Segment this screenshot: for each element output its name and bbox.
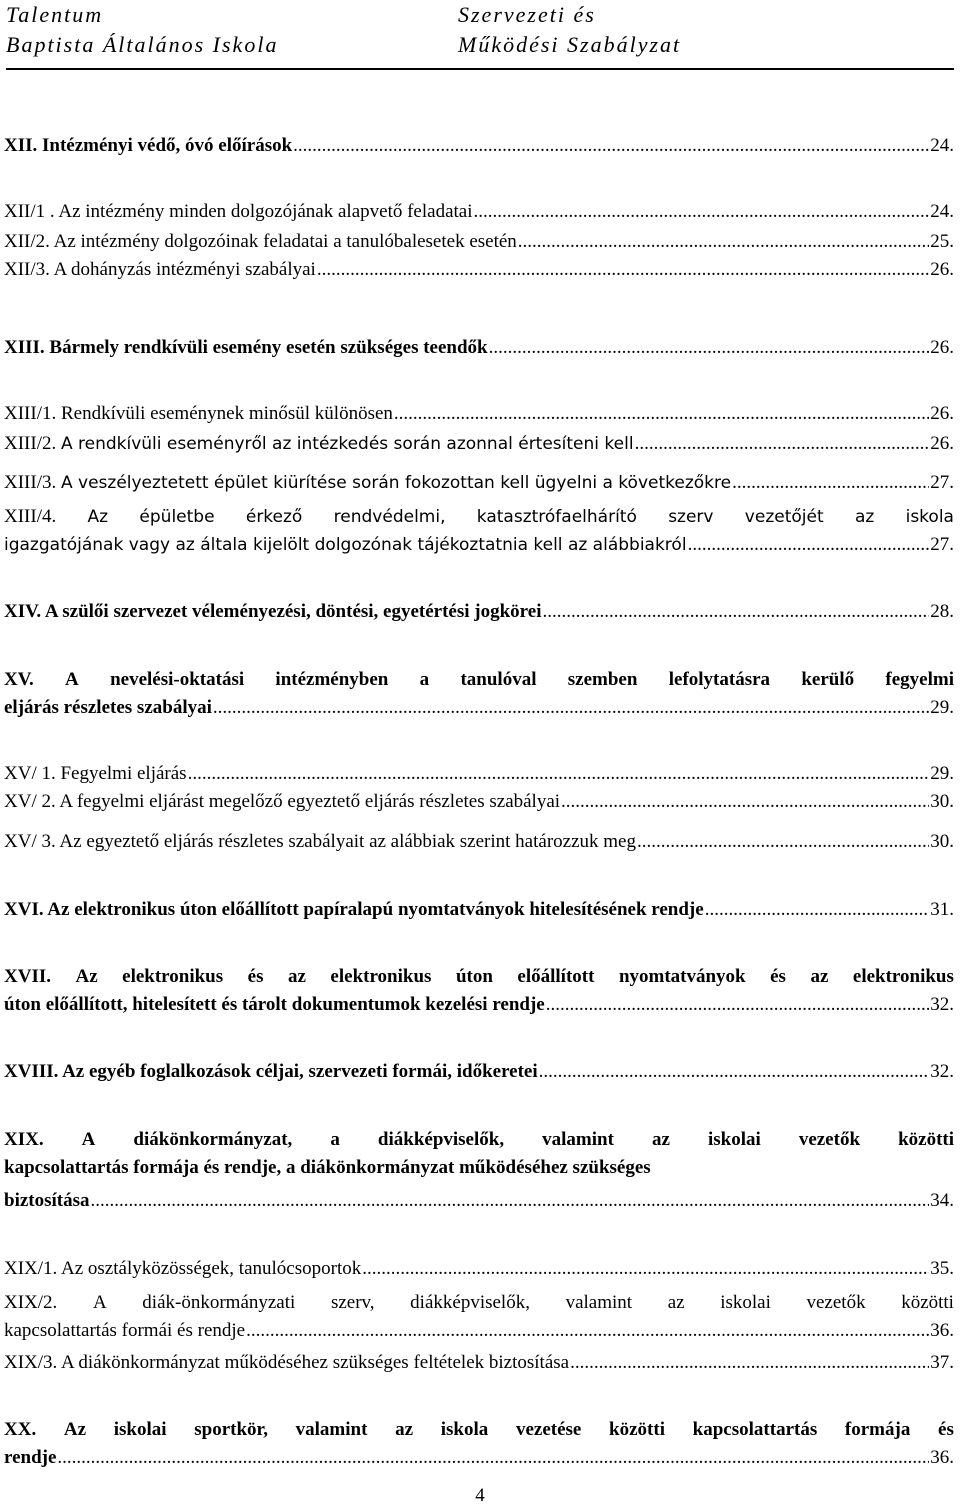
toc-word: úton xyxy=(455,966,493,987)
toc-word: kapcsolattartás xyxy=(692,1419,818,1440)
header-school-name-line2: Baptista Általános Iskola xyxy=(6,32,279,57)
toc-word: XIX/2. xyxy=(4,1292,58,1313)
toc-word: az xyxy=(810,966,829,987)
toc-entry-xix-line1[interactable] xyxy=(4,1126,954,1154)
toc-entry-xii-1[interactable] xyxy=(4,198,954,226)
toc-leader xyxy=(635,430,930,458)
toc-entry-title: XV/ 3. Az egyeztető eljárás részletes szabályait az alábbiak szerint határozzuk meg xyxy=(4,831,636,852)
toc-word: Az xyxy=(87,507,109,527)
toc-entry-xiii[interactable] xyxy=(4,334,954,362)
toc-leader xyxy=(518,228,929,256)
toc-entry-xii-2[interactable] xyxy=(4,228,954,256)
toc-leader xyxy=(570,1349,929,1377)
toc-leader xyxy=(57,1444,929,1472)
toc-word: vezetőjét xyxy=(744,507,824,527)
toc-page-number: 24. xyxy=(930,135,954,156)
header-doc-title-line2: Működési Szabályzat xyxy=(458,32,682,57)
toc-word: XIII/4. xyxy=(4,506,57,527)
toc-word: A xyxy=(92,1292,107,1313)
toc-word: valamint xyxy=(295,1419,368,1440)
toc-entry-xiii-2[interactable] xyxy=(4,430,954,458)
toc-entry-title: rendje xyxy=(4,1447,57,1468)
toc-page-number: 29. xyxy=(930,697,954,718)
toc-word: közötti xyxy=(901,1292,954,1313)
toc-word: érkező xyxy=(245,507,303,527)
toc-entry-xv-1[interactable] xyxy=(4,760,954,788)
toc-entry-number: XIII/2. xyxy=(4,433,57,454)
toc-leader xyxy=(546,991,930,1019)
toc-entry-xix-2-line1[interactable] xyxy=(4,1289,954,1317)
toc-leader xyxy=(293,132,929,160)
toc-word: XX. xyxy=(4,1419,37,1440)
toc-leader xyxy=(705,896,930,924)
toc-word: és xyxy=(247,966,264,987)
toc-entry-label: A rendkívüli eseményről az intézkedés során azonnal értesíteni kell xyxy=(60,434,634,454)
toc-page-number: 26. xyxy=(930,403,954,424)
toc-entry-xv-line1[interactable] xyxy=(4,666,954,694)
toc-word: iskolai xyxy=(113,1419,167,1440)
toc-entry-title: XIII. Bármely rendkívüli esemény esetén szükséges teendők xyxy=(4,337,488,358)
toc-word: és xyxy=(938,1419,954,1440)
toc-entry-title: XV/ 2. A fegyelmi eljárást megelőző egyeztető eljárás részletes szabályai xyxy=(4,791,561,812)
toc-entry-xvii-line2[interactable] xyxy=(4,991,954,1019)
toc-entry-xx-line1[interactable] xyxy=(4,1416,954,1444)
toc-page-number: 30. xyxy=(930,791,954,812)
toc-leader xyxy=(91,1187,930,1215)
toc-word: elektronikus xyxy=(852,966,954,987)
toc-word: kerülő xyxy=(801,669,855,690)
toc-word: valamint xyxy=(542,1129,614,1150)
toc-entry-title: XII/3. A dohányzás intézményi szabályai xyxy=(4,259,316,280)
toc-entry-xv-3[interactable] xyxy=(4,828,954,856)
toc-word: iskola xyxy=(905,507,954,527)
toc-entry-title: XII/2. Az intézmény dolgozóinak feladatai a tanulóbalesetek esetén xyxy=(4,231,517,252)
toc-page-number: 26. xyxy=(930,259,954,280)
toc-page-number: 36. xyxy=(930,1320,954,1341)
toc-word: lefolytatásra xyxy=(668,669,771,690)
toc-entry-title: kapcsolattartás formái és rendje xyxy=(4,1320,246,1341)
toc-word: XV. xyxy=(4,669,34,690)
toc-entry-xviii[interactable] xyxy=(4,1058,954,1086)
toc-entry-title xyxy=(4,430,634,458)
toc-leader xyxy=(489,334,930,362)
header-doc-title-line1: Szervezeti és xyxy=(458,2,596,27)
toc-word: elektronikus xyxy=(122,966,224,987)
page-number: 4 xyxy=(475,1485,485,1506)
toc-word: iskola xyxy=(440,1419,489,1440)
toc-word: a xyxy=(330,1129,340,1150)
toc-page-number: 34. xyxy=(930,1190,954,1211)
toc-word: az xyxy=(395,1419,414,1440)
toc-word: A xyxy=(81,1129,96,1150)
toc-page-number: 26. xyxy=(930,433,954,454)
toc-entry-label: A veszélyeztetett épület kiürítése során fokozottan kell ügyelni a következőkre xyxy=(60,473,732,493)
toc-leader xyxy=(474,198,930,226)
toc-word: a xyxy=(419,669,430,690)
toc-entry-xiii-1[interactable] xyxy=(4,400,954,428)
toc-word: diákképviselők, xyxy=(377,1129,505,1150)
toc-entry-number: XIII/3. xyxy=(4,472,57,493)
toc-entry-title: biztosítása xyxy=(4,1190,90,1211)
toc-word: az xyxy=(854,507,875,527)
toc-page-number: 35. xyxy=(930,1258,954,1279)
toc-word: Az xyxy=(63,1419,87,1440)
toc-word: fegyelmi xyxy=(885,669,954,690)
toc-word: az xyxy=(667,1292,685,1313)
toc-entry-xii[interactable] xyxy=(4,132,954,160)
toc-word: vezetők xyxy=(806,1292,866,1313)
toc-page-number: 24. xyxy=(930,201,954,222)
toc-entry-xix-line2[interactable]: kapcsolattartás formája és rendje, a diákönkormányzat működéséhez szükséges xyxy=(4,1157,651,1178)
toc-leader xyxy=(213,694,929,722)
toc-leader xyxy=(362,1255,929,1283)
toc-word: nevelési-oktatási xyxy=(110,669,245,690)
toc-entry-title: igazgatójának vagy az általa kijelölt dolgozónak tájékoztatnia kell az alábbiakról xyxy=(4,535,687,555)
toc-leader xyxy=(188,760,930,788)
toc-entry-xvii-line1[interactable] xyxy=(4,963,954,991)
toc-page-number: 37. xyxy=(930,1352,954,1373)
toc-entry-xix-1[interactable] xyxy=(4,1255,954,1283)
toc-entry-xiii-4-line1[interactable] xyxy=(4,503,954,531)
toc-word: formája xyxy=(844,1419,911,1440)
toc-entry-title: úton előállított, hitelesített és tárolt dokumentumok kezelési rendje xyxy=(4,994,545,1015)
toc-word: előállított xyxy=(517,966,595,987)
toc-entry-title: XII. Intézményi védő, óvó előírások xyxy=(4,135,293,156)
toc-leader xyxy=(561,788,929,816)
toc-word: tanulóval xyxy=(460,669,537,690)
toc-word: vezetők xyxy=(798,1129,861,1150)
toc-entry-title: XIII/1. Rendkívüli eseménynek minősül különösen xyxy=(4,403,393,424)
toc-word: nyomtatványok xyxy=(618,966,746,987)
toc-entry-xii-3[interactable] xyxy=(4,256,954,284)
toc-entry-xx-line2[interactable] xyxy=(4,1444,954,1472)
toc-word: elektronikus xyxy=(330,966,432,987)
toc-leader xyxy=(688,531,930,559)
toc-word: A xyxy=(65,669,79,690)
toc-leader xyxy=(542,598,929,626)
toc-word: XVII. xyxy=(4,966,51,987)
toc-entry-title: eljárás részletes szabályai xyxy=(4,697,212,718)
toc-page-number: 30. xyxy=(930,831,954,852)
toc-word: épületbe xyxy=(139,507,215,527)
toc-word: diákképviselők, xyxy=(410,1292,530,1313)
toc-entry-title: XVI. Az elektronikus úton előállított papíralapú nyomtatványok hitelesítésének rendje xyxy=(4,899,704,920)
toc-word: Az xyxy=(75,966,98,987)
toc-leader xyxy=(394,400,929,428)
toc-leader xyxy=(637,828,929,856)
toc-entry-xix-3[interactable] xyxy=(4,1349,954,1377)
toc-entry-xiii-3[interactable] xyxy=(4,469,954,497)
toc-word: katasztrófaelhárító xyxy=(476,507,637,527)
toc-word: az xyxy=(287,966,306,987)
toc-leader xyxy=(246,1317,929,1345)
header-school-name-line1: Talentum xyxy=(6,2,104,27)
toc-word: vezetése xyxy=(515,1419,582,1440)
toc-entry-title xyxy=(4,469,731,497)
toc-word: szerv, xyxy=(330,1292,375,1313)
toc-entry-title: XVIII. Az egyéb foglalkozások céljai, szervezeti formái, időkeretei xyxy=(4,1061,538,1082)
toc-entry-xv-line2[interactable] xyxy=(4,694,954,722)
toc-page-number: 31. xyxy=(930,899,954,920)
toc-page-number: 25. xyxy=(930,231,954,252)
toc-word: szerv xyxy=(668,507,714,527)
toc-word: iskolai xyxy=(720,1292,771,1313)
toc-page-number: 29. xyxy=(930,763,954,784)
toc-word: XIX. xyxy=(4,1129,44,1150)
toc-page-number: 32. xyxy=(930,994,954,1015)
toc-word: intézményben xyxy=(275,669,389,690)
toc-page-number: 27. xyxy=(930,472,954,493)
toc-entry-xix-line3[interactable] xyxy=(4,1187,954,1215)
toc-page-number: 36. xyxy=(930,1447,954,1468)
toc-word: szemben xyxy=(567,669,638,690)
toc-entry-xix-2-line2[interactable] xyxy=(4,1317,954,1345)
toc-word: iskolai xyxy=(707,1129,761,1150)
toc-entry-title: XIX/1. Az osztályközösségek, tanulócsoportok xyxy=(4,1258,362,1279)
toc-word: és xyxy=(770,966,786,987)
page-header xyxy=(6,0,954,70)
toc-word: közötti xyxy=(609,1419,665,1440)
toc-entry-xiv[interactable] xyxy=(4,598,954,626)
toc-entry-title: XV/ 1. Fegyelmi eljárás xyxy=(4,763,187,784)
toc-entry-xvi[interactable] xyxy=(4,896,954,924)
toc-entry-title: XIX/3. A diákönkormányzat működéséhez szükséges feltételek biztosítása xyxy=(4,1352,570,1373)
toc-word: valamint xyxy=(565,1292,633,1313)
toc-word: diákönkormányzat, xyxy=(133,1129,293,1150)
toc-entry-xv-2[interactable] xyxy=(4,788,954,816)
toc-page-number: 26. xyxy=(930,337,954,358)
toc-page-number: 32. xyxy=(930,1061,954,1082)
toc-leader xyxy=(732,469,929,497)
toc-word: diák-önkormányzati xyxy=(142,1292,296,1313)
toc-leader xyxy=(317,256,929,284)
toc-page-number: 27. xyxy=(930,534,954,555)
toc-entry-title: XIV. A szülői szervezet véleményezési, döntési, egyetértési jogkörei xyxy=(4,601,542,622)
toc-page-number: 28. xyxy=(930,601,954,622)
toc-word: sportkör, xyxy=(194,1419,268,1440)
toc-word: rendvédelmi, xyxy=(333,507,446,527)
toc-word: az xyxy=(651,1129,670,1150)
toc-entry-title: XII/1 . Az intézmény minden dolgozójának alapvető feladatai xyxy=(4,201,473,222)
toc-leader xyxy=(539,1058,930,1086)
toc-entry-xiii-4-line2[interactable] xyxy=(4,531,954,559)
toc-word: közötti xyxy=(898,1129,954,1150)
